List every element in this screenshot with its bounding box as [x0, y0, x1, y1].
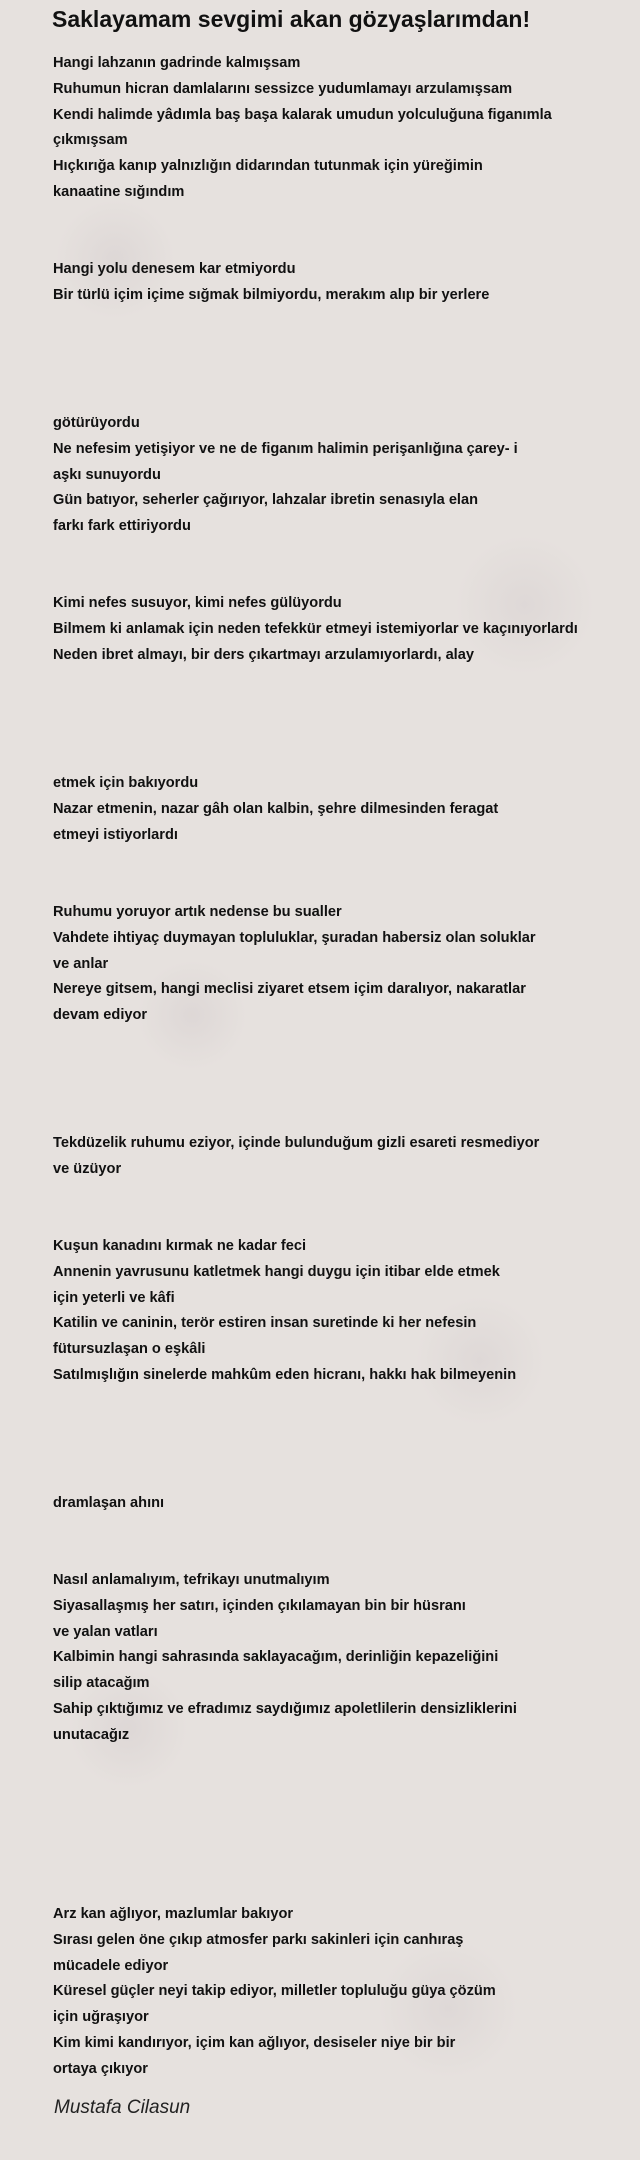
- poem-line: Siyasallaşmış her satırı, içinden çıkılamayan bin bir hüsranı: [53, 1597, 466, 1614]
- poem-line: aşkı sunuyordu: [53, 466, 161, 483]
- poem-author: Mustafa Cilasun: [54, 2097, 191, 2118]
- poem-line: için uğraşıyor: [53, 2009, 149, 2026]
- stanza-1: [53, 51, 638, 206]
- poem-line: Bir türlü içim içime sığmak bilmiyordu, merakım alıp bir yerlere: [53, 286, 490, 303]
- stanza-2: [53, 257, 638, 309]
- poem-line: Annenin yavrusunu katletmek hangi duygu için itibar elde etmek: [53, 1263, 500, 1280]
- poem-line: Arz kan ağlıyor, mazlumlar bakıyor: [53, 1906, 294, 1922]
- poem-line: Sırası gelen öne çıkıp atmosfer parkı sakinleri için canhıraş: [53, 1931, 464, 1948]
- poem-line: Hangi yolu denesem kar etmiyordu: [53, 261, 296, 277]
- poem-line: Ruhumun hicran damlalarını sessizce yudumlamayı arzulamışsam: [53, 80, 513, 97]
- poem-line: Kendi halimde yâdımla baş başa kalarak umudun yolculuğuna figanımla: [53, 106, 552, 123]
- stanza-3: [53, 411, 638, 540]
- poem-line: Kuşun kanadını kırmak ne kadar feci: [53, 1238, 307, 1254]
- poem-line: Ruhumu yoruyor artık nedense bu sualler: [53, 904, 342, 920]
- stanza-8: [53, 1234, 638, 1389]
- poem-line: Kalbimin hangi sahrasında saklayacağım, derinliğin kepazeliğini: [53, 1649, 499, 1666]
- poem-line: silip atacağım: [53, 1675, 150, 1692]
- poem-line: etmeyi istiyorlardı: [53, 826, 178, 843]
- poem-line: Katilin ve caninin, terör estiren insan suretinde ki her nefesin: [53, 1315, 477, 1332]
- poem-line: çıkmışsam: [53, 132, 128, 149]
- poem-line: kanaatine sığındım: [53, 183, 185, 200]
- stanza-6: [53, 900, 638, 1029]
- poem-line: götürüyordu: [53, 415, 140, 431]
- poem-line: ortaya çıkıyor: [53, 2060, 148, 2077]
- poem-line: mücadele ediyor: [53, 1957, 169, 1974]
- poem-title: Saklayamam sevgimi akan gözyaşlarımdan!: [52, 6, 531, 32]
- poem-line: Hangi lahzanın gadrinde kalmışsam: [53, 55, 301, 71]
- poem-line: için yeterli ve kâfi: [53, 1289, 175, 1306]
- poem-line: unutacağız: [53, 1726, 130, 1743]
- poem-line: Vahdete ihtiyaç duymayan topluluklar, şuradan habersiz olan soluklar: [53, 929, 536, 946]
- poem-line: Hıçkırığa kanıp yalnızlığın didarından tutunmak için yüreğimin: [53, 158, 483, 175]
- poem-line: Gün batıyor, seherler çağırıyor, lahzalar ibretin senasıyla elan: [53, 492, 479, 509]
- poem-line: farkı fark ettiriyordu: [53, 518, 191, 535]
- poem-line: etmek için bakıyordu: [53, 775, 199, 791]
- poem-line: ve anlar: [53, 955, 109, 972]
- stanza-9: [53, 1491, 638, 1517]
- stanza-7: [53, 1131, 638, 1183]
- poem-line: Kim kimi kandırıyor, içim kan ağlıyor, desiseler niye bir bir: [53, 2034, 456, 2051]
- stanza-10: [53, 1568, 638, 1749]
- poem-line: Bilmem ki anlamak için neden tefekkür etmeyi istemiyorlar ve kaçınıyorlardı: [53, 620, 578, 637]
- poem-line: Nereye gitsem, hangi meclisi ziyaret etsem içim daralıyor, nakaratlar: [53, 981, 526, 998]
- poem-line: devam ediyor: [53, 1007, 148, 1024]
- poem-line: Tekdüzelik ruhumu eziyor, içinde bulunduğum gizli esareti resmediyor: [53, 1135, 540, 1151]
- poem-line: Nazar etmenin, nazar gâh olan kalbin, şehre dilmesinden feragat: [53, 800, 499, 817]
- poem-line: Neden ibret almayı, bir ders çıkartmayı arzulamıyorlardı, alay: [53, 646, 474, 663]
- poem-line: fütursuzlaşan o eşkâli: [53, 1341, 206, 1358]
- poem-line: Ne nefesim yetişiyor ve ne de figanım halimin perişanlığına çarey- i: [53, 440, 518, 457]
- poem-line: Sahip çıktığımız ve efradımız saydığımız apoletlilerin densizliklerini: [53, 1700, 517, 1717]
- stanza-5: [53, 771, 638, 848]
- stanza-11: [53, 1902, 638, 2083]
- poem-line: Satılmışlığın sinelerde mahkûm eden hicranı, hakkı hak bilmeyenin: [53, 1366, 517, 1383]
- poem-line: ve üzüyor: [53, 1160, 122, 1177]
- stanza-4: [53, 591, 638, 668]
- poem-line: Nasıl anlamalıyım, tefrikayı unutmalıyım: [53, 1572, 330, 1588]
- poem-line: ve yalan vatları: [53, 1623, 158, 1640]
- poem-line: Kimi nefes susuyor, kimi nefes gülüyordu: [53, 595, 342, 611]
- poem-line: Küresel güçler neyi takip ediyor, milletler topluluğu güya çözüm: [53, 1983, 496, 2000]
- poem-line: dramlaşan ahını: [53, 1495, 165, 1511]
